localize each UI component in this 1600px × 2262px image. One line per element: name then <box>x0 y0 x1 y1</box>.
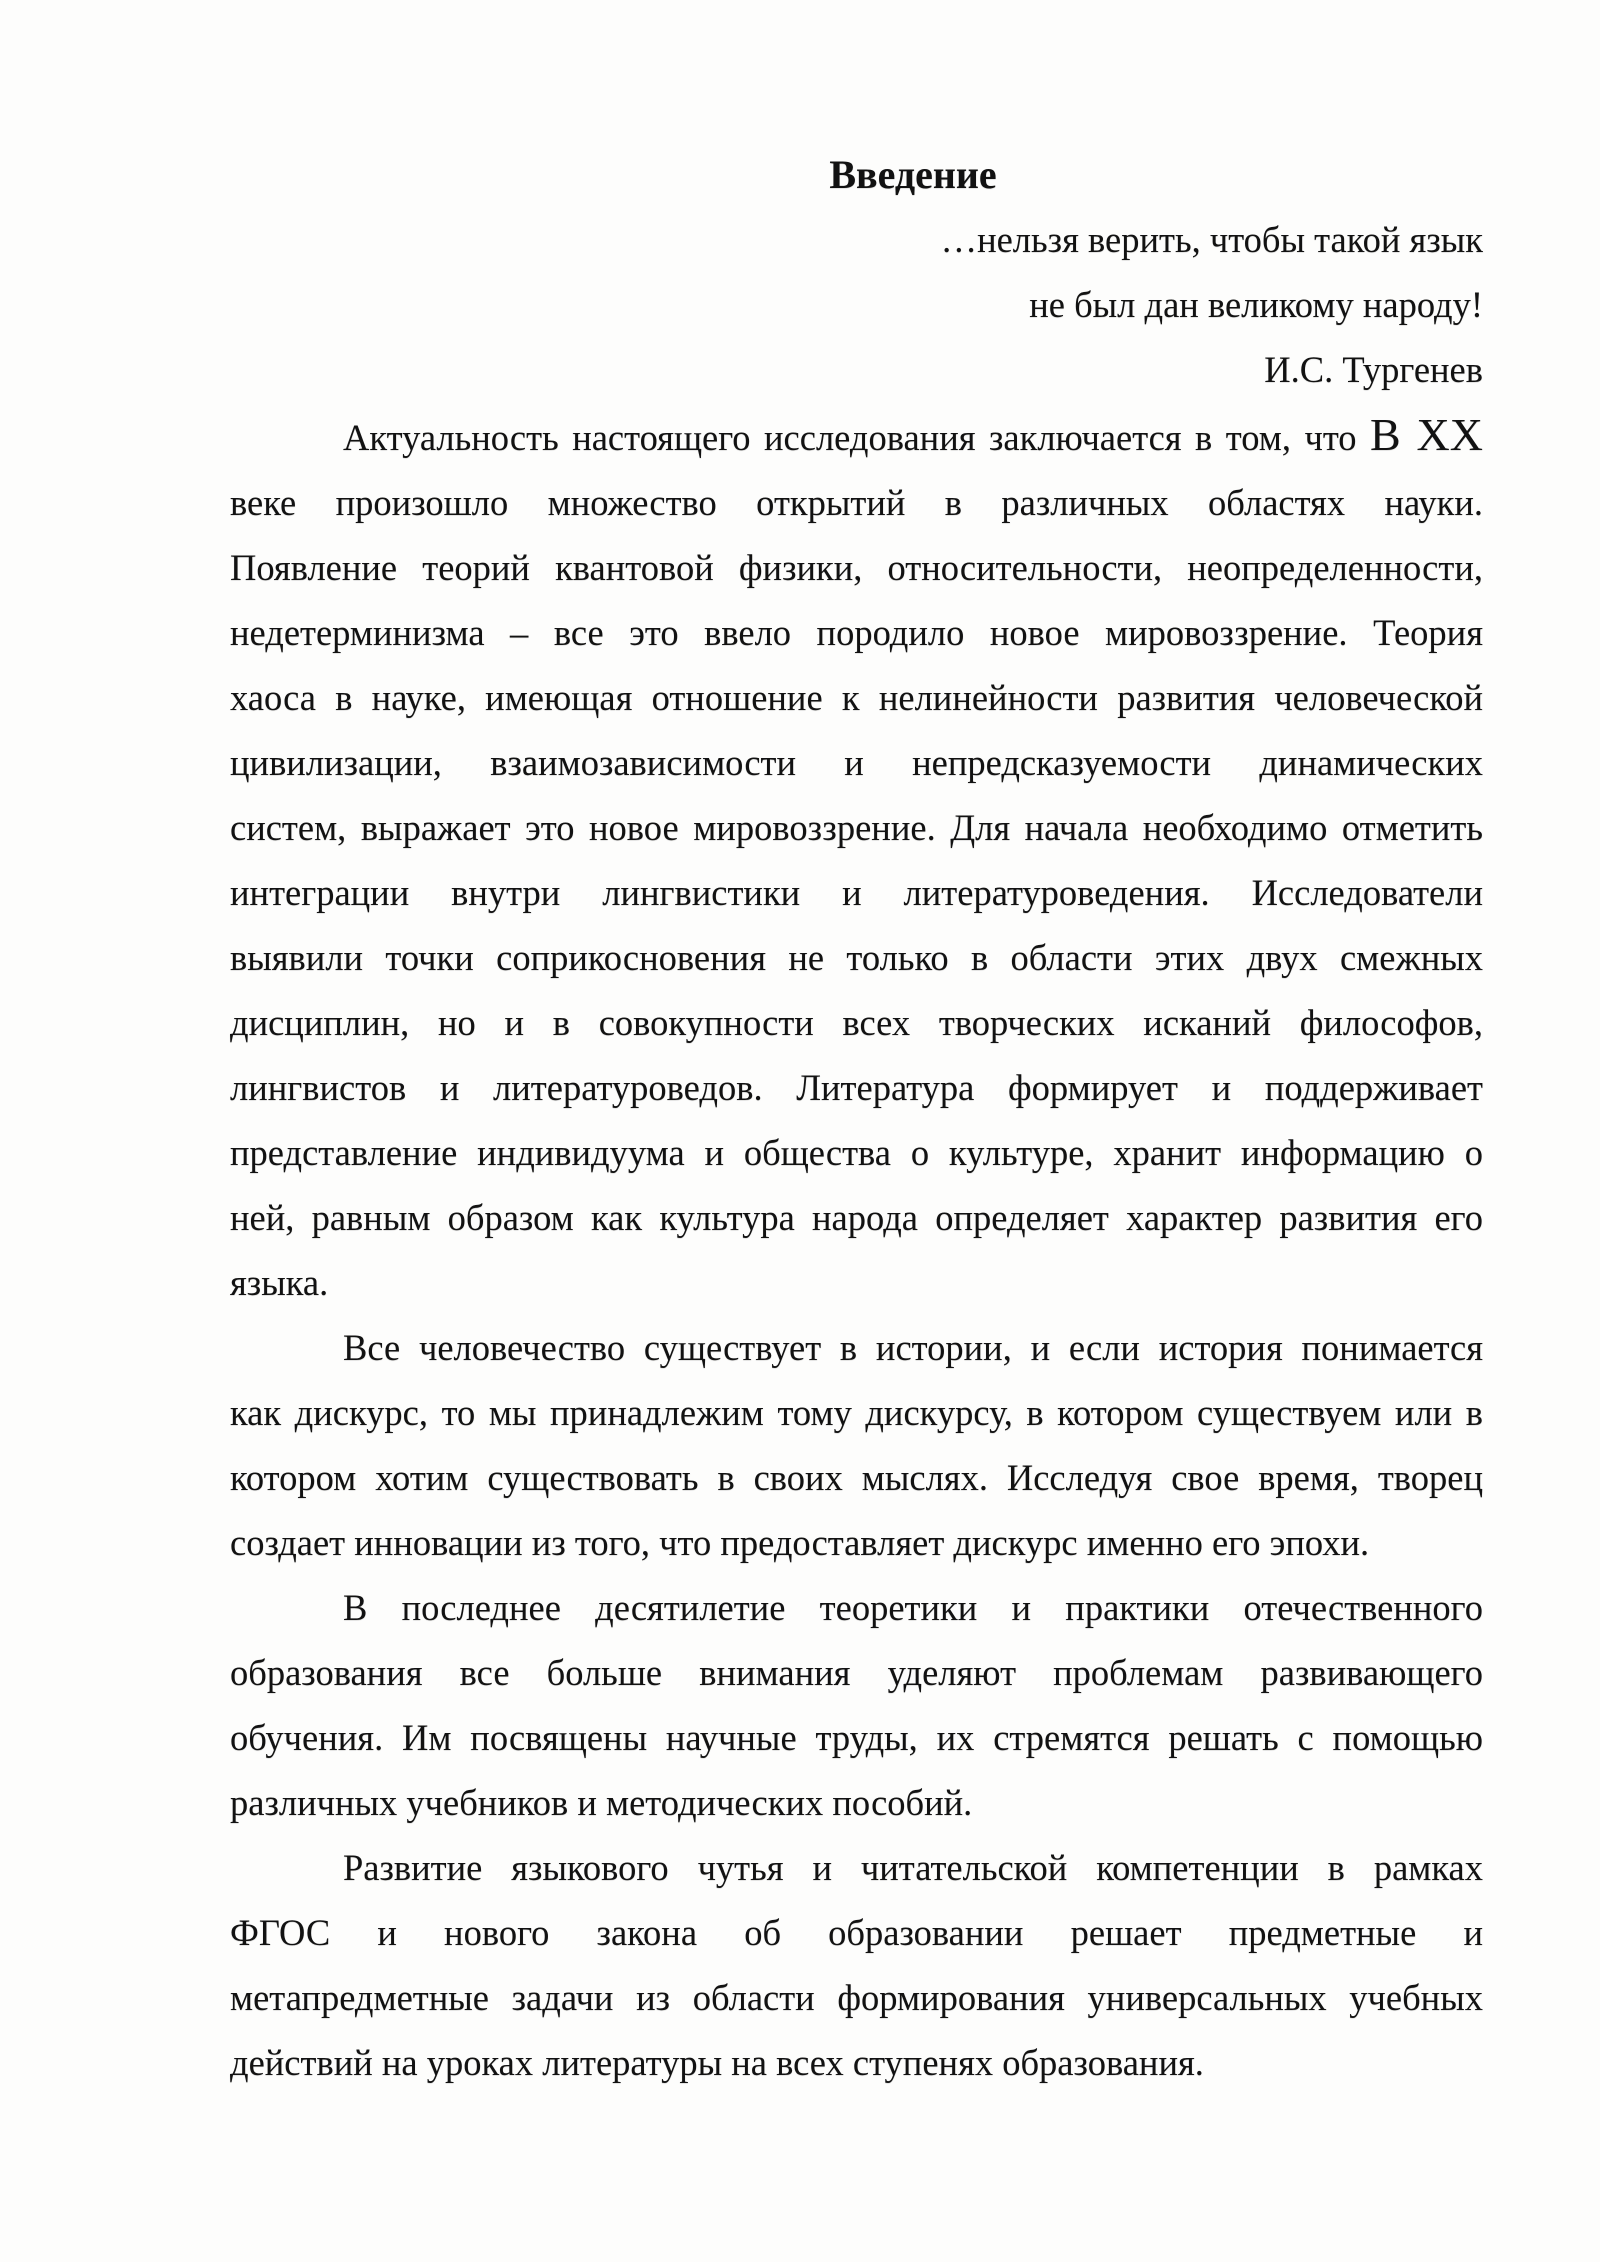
text-line: систем, выражает это новое мировоззрение. Для начала необходимо отметить <box>230 807 1483 848</box>
text-line: действий на уроках литературы на всех ступенях образования. <box>230 2042 1204 2083</box>
paragraph <box>230 1835 1483 2095</box>
text-line <box>230 402 1483 470</box>
text-line: метапредметные задачи из области формирования универсальных учебных <box>230 1977 1483 2018</box>
text-line: различных учебников и методических пособий. <box>230 1782 973 1823</box>
text-line: выявили точки соприкосновения не только в области этих двух смежных <box>230 937 1483 978</box>
text-line: ФГОС и нового закона об образовании решает предметные и <box>230 1912 1483 1953</box>
text-line: интеграции внутри лингвистики и литературоведения. Исследователи <box>230 872 1483 913</box>
text-line: лингвистов и литературоведов. Литература формирует и поддерживает <box>230 1067 1483 1108</box>
text-line: образования все больше внимания уделяют проблемам развивающего <box>230 1652 1483 1693</box>
text-line: хаоса в науке, имеющая отношение к нелинейности развития человеческой <box>230 677 1483 718</box>
text-line: как дискурс, то мы принадлежим тому дискурсу, в котором существуем или в <box>230 1392 1483 1433</box>
text-line: В последнее десятилетие теоретики и практики отечественного <box>343 1587 1483 1628</box>
text-line: веке произошло множество открытий в различных областях науки. <box>230 482 1483 523</box>
paragraph <box>230 1575 1483 1835</box>
text-line: языка. <box>230 1262 329 1303</box>
paragraph <box>230 1315 1483 1575</box>
text-line: дисциплин, но и в совокупности всех творческих исканий философов, <box>230 1002 1483 1043</box>
document-body <box>230 402 1483 2095</box>
epigraph-line: не был дан великому народу! <box>1029 284 1483 325</box>
text-line: Появление теорий квантовой физики, относительности, неопределенности, <box>230 547 1483 588</box>
text-line: представление индивидуума и общества о культуре, хранит информацию о <box>230 1132 1483 1173</box>
page-title: Введение <box>829 152 997 197</box>
text-run: Актуальность настоящего исследования заключается в том, что <box>343 417 1371 458</box>
text-run-large: В ХХ <box>1370 409 1483 460</box>
text-line: ней, равным образом как культура народа определяет характер развития его <box>230 1197 1483 1238</box>
text-line: обучения. Им посвящены научные труды, их стремятся решать с помощью <box>230 1717 1483 1758</box>
text-line: создает инновации из того, что предоставляет дискурс именно его эпохи. <box>230 1522 1370 1563</box>
text-line: котором хотим существовать в своих мыслях. Исследуя свое время, творец <box>230 1457 1483 1498</box>
text-line: Развитие языкового чутья и читательской компетенции в рамках <box>343 1847 1483 1888</box>
text-line: недетерминизма – все это ввело породило новое мировоззрение. Теория <box>230 612 1483 653</box>
epigraph-line: …нельзя верить, чтобы такой язык <box>940 219 1483 260</box>
epigraph <box>230 207 1483 337</box>
epigraph-attribution: И.С. Тургенев <box>1264 349 1483 390</box>
paragraph <box>230 402 1483 1315</box>
text-line: Все человечество существует в истории, и если история понимается <box>343 1327 1483 1368</box>
text-line: цивилизации, взаимозависимости и непредсказуемости динамических <box>230 742 1483 783</box>
